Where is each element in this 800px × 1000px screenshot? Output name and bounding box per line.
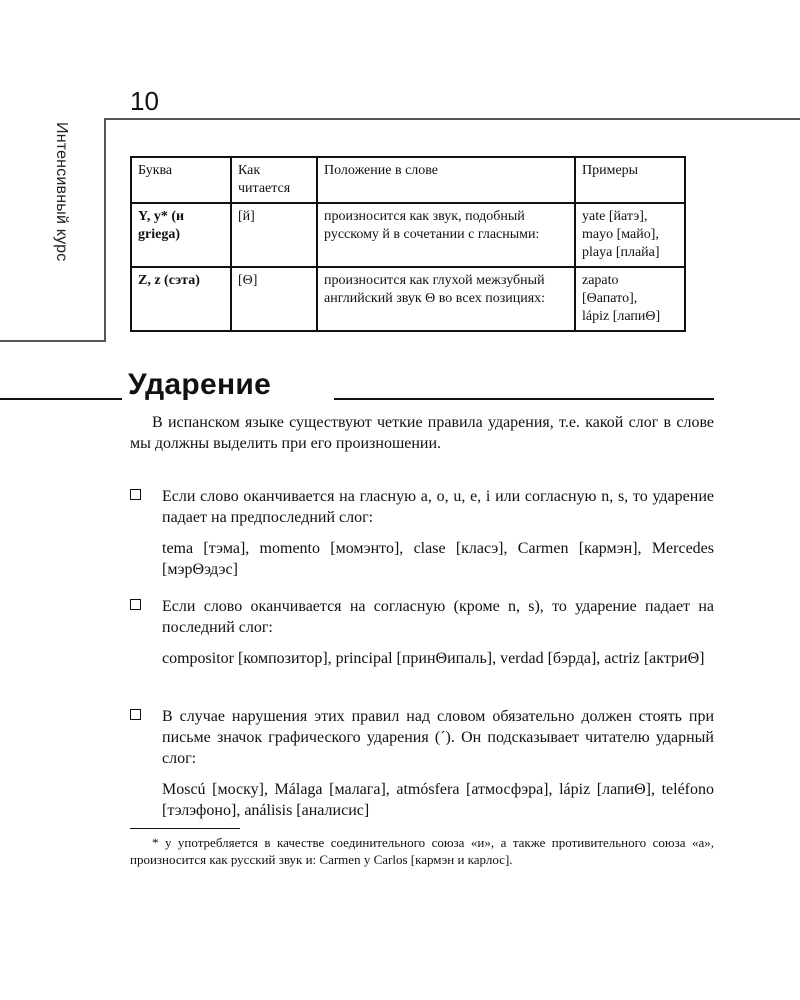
example-line: zapato	[582, 273, 619, 288]
example-line: playa [плайа]	[582, 245, 660, 260]
letter-z: Z, z (сэта)	[138, 273, 200, 288]
rule-item	[130, 486, 714, 580]
side-label-text: Интенсивный курс	[53, 122, 70, 262]
example-line: mayo [майо],	[582, 227, 659, 242]
cell-position: произносится как глухой межзубный английский звук Θ во всех позициях:	[317, 267, 575, 331]
table-row	[131, 267, 685, 331]
frame-left-rule	[104, 118, 106, 340]
rule-text: Если слово оканчивается на согласную (кроме n, s), то ударение падает на последний слог:	[162, 598, 714, 636]
cell-examples	[575, 203, 685, 267]
footnote-rule	[130, 828, 240, 829]
example-line: [Θапато],	[582, 291, 638, 306]
page-number: 10	[130, 86, 159, 116]
cell-examples	[575, 267, 685, 331]
rule-item	[130, 596, 714, 669]
square-bullet-icon	[130, 709, 141, 720]
header-position: Положение в слове	[317, 157, 575, 203]
side-label	[52, 122, 80, 322]
rule-examples: compositor [композитор], principal [принΘипаль], verdad [бэрда], actriz [актриΘ]	[162, 650, 705, 667]
rule-examples: Moscú [моску], Málaga [малага], atmósfera [атмосфэра], lápiz [лапиΘ], teléfono [тэлэфоно], análisis [аналисис]	[162, 781, 714, 819]
rule-item	[130, 706, 714, 821]
section-title: Ударение	[128, 368, 272, 401]
cell-letter	[131, 203, 231, 267]
section-rule-right	[334, 398, 714, 400]
square-bullet-icon	[130, 599, 141, 610]
footnote: * y употребляется в качестве соединительного союза «и», а также противительного союза «а», произносится как русский звук и: Carmen y Carlos [кармэн и карлос].	[130, 835, 714, 867]
cell-letter	[131, 267, 231, 331]
intro-paragraph: В испанском языке существуют четкие правила ударения, т.е. какой слог в слове мы должны выделить при его произношении.	[130, 414, 714, 452]
section-rule-left	[0, 398, 122, 400]
header-examples: Примеры	[575, 157, 685, 203]
rule-text: В случае нарушения этих правил над словом обязательно должен стоять при письме значок графического ударения (´). Он подсказывает читателю ударный слог:	[162, 708, 714, 767]
example-line: yate [йатэ],	[582, 209, 648, 224]
header-letter: Буква	[131, 157, 231, 203]
cell-reading: [й]	[231, 203, 317, 267]
rule-text: Если слово оканчивается на гласную a, o, u, e, i или согласную n, s, то ударение падает на предпоследний слог:	[162, 488, 714, 526]
cell-position: произносится как звук, подобный русскому й в сочетании с гласными:	[317, 203, 575, 267]
frame-top-rule	[104, 118, 800, 120]
letter-y: Y, y* (и griega)	[138, 209, 185, 242]
header-reading: Как читается	[231, 157, 317, 203]
rule-examples: tema [тэма], momento [момэнто], clase [класэ], Carmen [кармэн], Mercedes [мэрΘэдэс]	[162, 540, 714, 578]
table-header-row	[131, 157, 685, 203]
square-bullet-icon	[130, 489, 141, 500]
letters-table	[130, 156, 686, 332]
table-row	[131, 203, 685, 267]
example-line: lápiz [лапиΘ]	[582, 309, 661, 324]
frame-bottom-rule	[0, 340, 106, 342]
cell-reading: [Θ]	[231, 267, 317, 331]
